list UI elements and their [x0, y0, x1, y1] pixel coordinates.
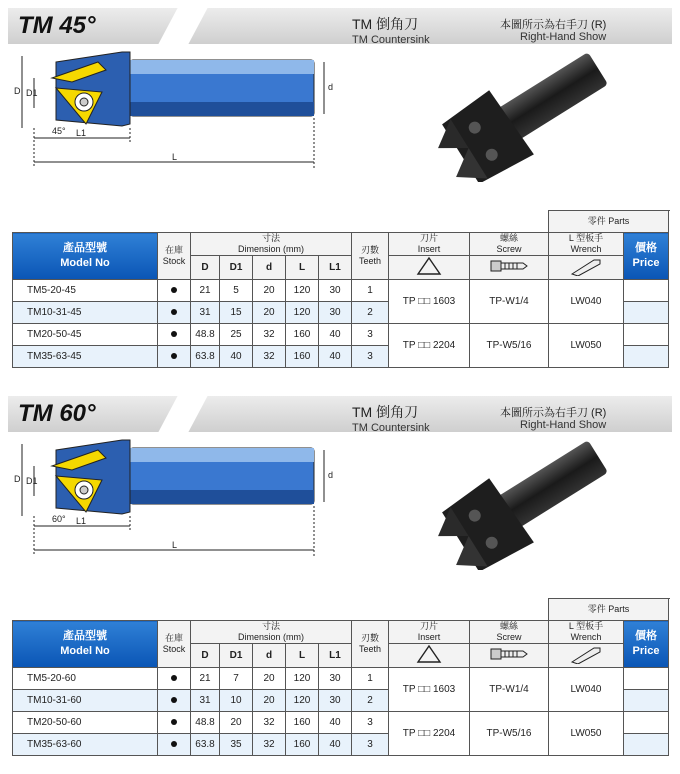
cell-D: 31	[191, 302, 220, 324]
cell-price	[624, 302, 669, 324]
col-insert: 刀片 Insert	[389, 621, 470, 644]
cell-screw: TP-W1/4	[470, 280, 549, 324]
cell-D1: 40	[220, 346, 253, 368]
l-wrench-icon	[568, 644, 604, 664]
cell-model: TM10-31-45	[13, 302, 158, 324]
dim-head-L: L	[286, 256, 319, 280]
cell-wrench: LW040	[549, 280, 624, 324]
cell-price	[624, 324, 669, 346]
col-insert: 刀片 Insert	[389, 233, 470, 256]
triangle-insert-icon	[416, 644, 442, 664]
col-wrench: L 型板手 Wrench	[549, 621, 624, 644]
col-stock: 在庫 Stock	[158, 233, 191, 280]
section-title: TM 60°	[18, 400, 96, 427]
cell-screw: TP-W1/4	[470, 668, 549, 712]
cell-stock	[158, 712, 191, 734]
heading-en: TM Countersink	[352, 422, 430, 434]
cell-D: 31	[191, 690, 220, 712]
tool-drawing	[12, 48, 342, 178]
product-section-60	[0, 388, 680, 774]
spec-table	[12, 598, 670, 756]
label-angle: 60°	[52, 514, 66, 524]
cell-teeth: 3	[352, 734, 389, 756]
stock-dot-icon	[171, 675, 177, 681]
note-en: Right-Hand Show	[520, 31, 607, 43]
insert-icon-cell	[389, 644, 470, 668]
cell-L: 120	[286, 280, 319, 302]
note-zh: 本圖所示為右手刀 (R)	[500, 19, 607, 31]
dim-head-D1: D1	[220, 256, 253, 280]
cell-price	[624, 668, 669, 690]
insert-icon-cell	[389, 256, 470, 280]
cell-insert: TP □□ 1603	[389, 668, 470, 712]
col-price: 價格 Price	[624, 233, 669, 280]
cell-d: 32	[253, 712, 286, 734]
note-zh: 本圖所示為右手刀 (R)	[500, 407, 607, 419]
label-D: D	[14, 474, 21, 484]
spec-table	[12, 210, 670, 368]
cell-price	[624, 280, 669, 302]
cell-model: TM5-20-45	[13, 280, 158, 302]
cell-d: 32	[253, 324, 286, 346]
stock-dot-icon	[171, 309, 177, 315]
cell-d: 20	[253, 690, 286, 712]
cell-wrench: LW040	[549, 668, 624, 712]
label-D1: D1	[26, 476, 38, 486]
cell-model: TM20-50-60	[13, 712, 158, 734]
col-wrench: L 型板手 Wrench	[549, 233, 624, 256]
cell-insert: TP □□ 2204	[389, 324, 470, 368]
cell-price	[624, 734, 669, 756]
col-screw: 螺絲 Screw	[470, 233, 549, 256]
dim-head-d: d	[253, 644, 286, 668]
cell-insert: TP □□ 2204	[389, 712, 470, 756]
cell-stock	[158, 302, 191, 324]
cell-L1: 30	[319, 668, 352, 690]
cell-price	[624, 346, 669, 368]
stock-dot-icon	[171, 353, 177, 359]
label-D: D	[14, 86, 21, 96]
col-teeth: 刃數 Teeth	[352, 233, 389, 280]
cell-L1: 30	[319, 690, 352, 712]
cell-teeth: 3	[352, 324, 389, 346]
cell-D1: 7	[220, 668, 253, 690]
product-photo	[420, 440, 620, 570]
cell-wrench: LW050	[549, 324, 624, 368]
cell-d: 20	[253, 668, 286, 690]
product-photo	[420, 52, 620, 182]
cell-model: TM35-63-60	[13, 734, 158, 756]
cell-stock	[158, 668, 191, 690]
screw-icon-cell	[470, 256, 549, 280]
cell-d: 20	[253, 302, 286, 324]
cell-L1: 30	[319, 280, 352, 302]
wrench-icon-cell	[549, 256, 624, 280]
wrench-icon-cell	[549, 644, 624, 668]
label-d: d	[328, 82, 334, 92]
dim-head-L1: L1	[319, 644, 352, 668]
cell-stock	[158, 280, 191, 302]
heading-en: TM Countersink	[352, 34, 430, 46]
screw-icon	[489, 258, 529, 274]
cell-L: 160	[286, 734, 319, 756]
label-angle: 45°	[52, 126, 66, 136]
cell-stock	[158, 690, 191, 712]
cell-L: 120	[286, 668, 319, 690]
l-wrench-icon	[568, 256, 604, 276]
cell-screw: TP-W5/16	[470, 712, 549, 756]
cell-model: TM10-31-60	[13, 690, 158, 712]
cell-D1: 10	[220, 690, 253, 712]
parts-header: 零件 Parts	[549, 599, 669, 621]
cell-D1: 15	[220, 302, 253, 324]
cell-teeth: 2	[352, 302, 389, 324]
cell-screw: TP-W5/16	[470, 324, 549, 368]
screw-icon	[489, 646, 529, 662]
cell-L1: 40	[319, 324, 352, 346]
section-title: TM 45°	[18, 12, 96, 39]
cell-L: 160	[286, 346, 319, 368]
dim-head-d: d	[253, 256, 286, 280]
label-L1: L1	[76, 516, 87, 526]
cell-D1: 5	[220, 280, 253, 302]
cell-price	[624, 690, 669, 712]
cell-L1: 40	[319, 346, 352, 368]
cell-insert: TP □□ 1603	[389, 280, 470, 324]
cell-price	[624, 712, 669, 734]
cell-d: 20	[253, 280, 286, 302]
col-screw: 螺絲 Screw	[470, 621, 549, 644]
cell-stock	[158, 346, 191, 368]
cell-d: 32	[253, 734, 286, 756]
stock-dot-icon	[171, 741, 177, 747]
cell-model: TM20-50-45	[13, 324, 158, 346]
col-stock: 在庫 Stock	[158, 621, 191, 668]
cell-L1: 40	[319, 712, 352, 734]
stock-dot-icon	[171, 697, 177, 703]
col-model: 產品型號 Model No	[13, 621, 158, 668]
table-row	[13, 668, 670, 690]
note-en: Right-Hand Show	[520, 419, 607, 431]
cell-wrench: LW050	[549, 712, 624, 756]
cell-D: 48.8	[191, 712, 220, 734]
col-dimension: 寸法 Dimension (mm)	[191, 233, 352, 256]
heading-zh: TM 倒角刀	[352, 404, 419, 420]
dim-head-D: D	[191, 256, 220, 280]
cell-L: 160	[286, 712, 319, 734]
stock-dot-icon	[171, 331, 177, 337]
cell-teeth: 1	[352, 280, 389, 302]
label-d: d	[328, 470, 334, 480]
col-teeth: 刃數 Teeth	[352, 621, 389, 668]
label-D1: D1	[26, 88, 38, 98]
dim-head-D1: D1	[220, 644, 253, 668]
cell-L: 120	[286, 302, 319, 324]
screw-icon-cell	[470, 644, 549, 668]
col-model: 產品型號 Model No	[13, 233, 158, 280]
cell-D: 63.8	[191, 346, 220, 368]
cell-D1: 20	[220, 712, 253, 734]
cell-L: 160	[286, 324, 319, 346]
cell-teeth: 2	[352, 690, 389, 712]
cell-D: 48.8	[191, 324, 220, 346]
table-row	[13, 712, 670, 734]
cell-L: 120	[286, 690, 319, 712]
cell-stock	[158, 734, 191, 756]
cell-D: 21	[191, 668, 220, 690]
cell-d: 32	[253, 346, 286, 368]
cell-model: TM5-20-60	[13, 668, 158, 690]
tool-drawing	[12, 436, 342, 566]
cell-D1: 25	[220, 324, 253, 346]
triangle-insert-icon	[416, 256, 442, 276]
col-price: 價格 Price	[624, 621, 669, 668]
cell-D: 21	[191, 280, 220, 302]
stock-dot-icon	[171, 719, 177, 725]
dim-head-D: D	[191, 644, 220, 668]
cell-teeth: 3	[352, 712, 389, 734]
cell-L1: 30	[319, 302, 352, 324]
table-row	[13, 280, 670, 302]
cell-teeth: 1	[352, 668, 389, 690]
label-L: L	[172, 540, 178, 550]
stock-dot-icon	[171, 287, 177, 293]
dim-head-L1: L1	[319, 256, 352, 280]
label-L1: L1	[76, 128, 87, 138]
cell-D: 63.8	[191, 734, 220, 756]
table-row	[13, 324, 670, 346]
cell-model: TM35-63-45	[13, 346, 158, 368]
cell-L1: 40	[319, 734, 352, 756]
dim-head-L: L	[286, 644, 319, 668]
cell-stock	[158, 324, 191, 346]
heading-zh: TM 倒角刀	[352, 16, 419, 32]
parts-header: 零件 Parts	[549, 211, 669, 233]
cell-D1: 35	[220, 734, 253, 756]
label-L: L	[172, 152, 178, 162]
cell-teeth: 3	[352, 346, 389, 368]
col-dimension: 寸法 Dimension (mm)	[191, 621, 352, 644]
